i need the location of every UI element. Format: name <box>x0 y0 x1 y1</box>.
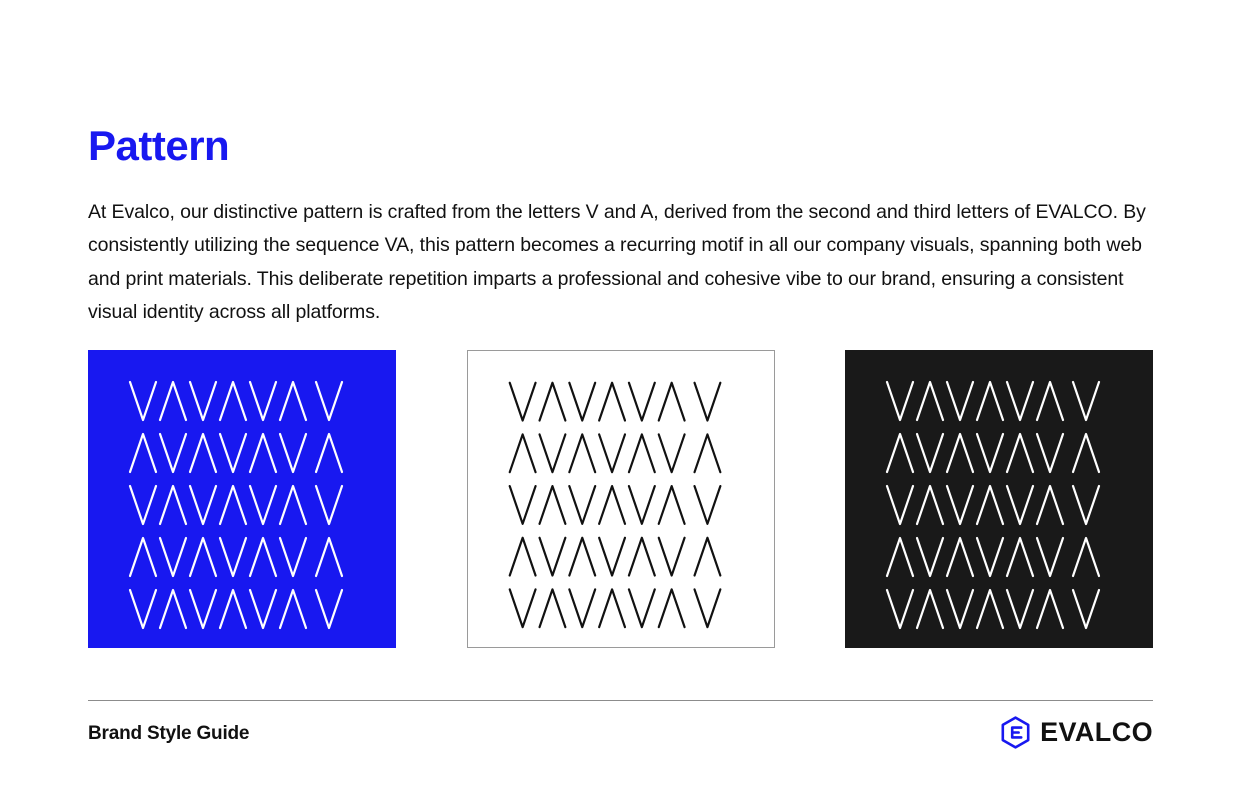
blue-pattern-swatch <box>88 350 396 648</box>
brand-logo <box>1000 716 1153 749</box>
black-pattern-swatch <box>845 350 1153 648</box>
footer-label: Brand Style Guide <box>88 723 250 744</box>
body-paragraph: At Evalco, our distinctive pattern is crafted from the letters V and A, derived from the second and third letters of EVALCO. By consistently utilizing the sequence VA, this pattern becomes a recurring motif in all our company visuals, spanning both web and print materials. This deliberate repetition imparts a professional and cohesive vibe to our brand, ensuring a consistent visual identity across all platforms. <box>88 200 1146 323</box>
brand-wordmark: EVALCO <box>1040 717 1153 747</box>
va-pattern-icon <box>88 350 396 648</box>
va-pattern-icon <box>468 351 774 647</box>
pattern-swatch-row <box>88 350 1153 648</box>
evalco-hexagon-icon <box>1000 716 1031 749</box>
va-pattern-icon <box>845 350 1153 648</box>
footer-divider <box>88 700 1153 701</box>
page-title: Pattern <box>88 122 230 170</box>
white-pattern-swatch <box>467 350 775 648</box>
